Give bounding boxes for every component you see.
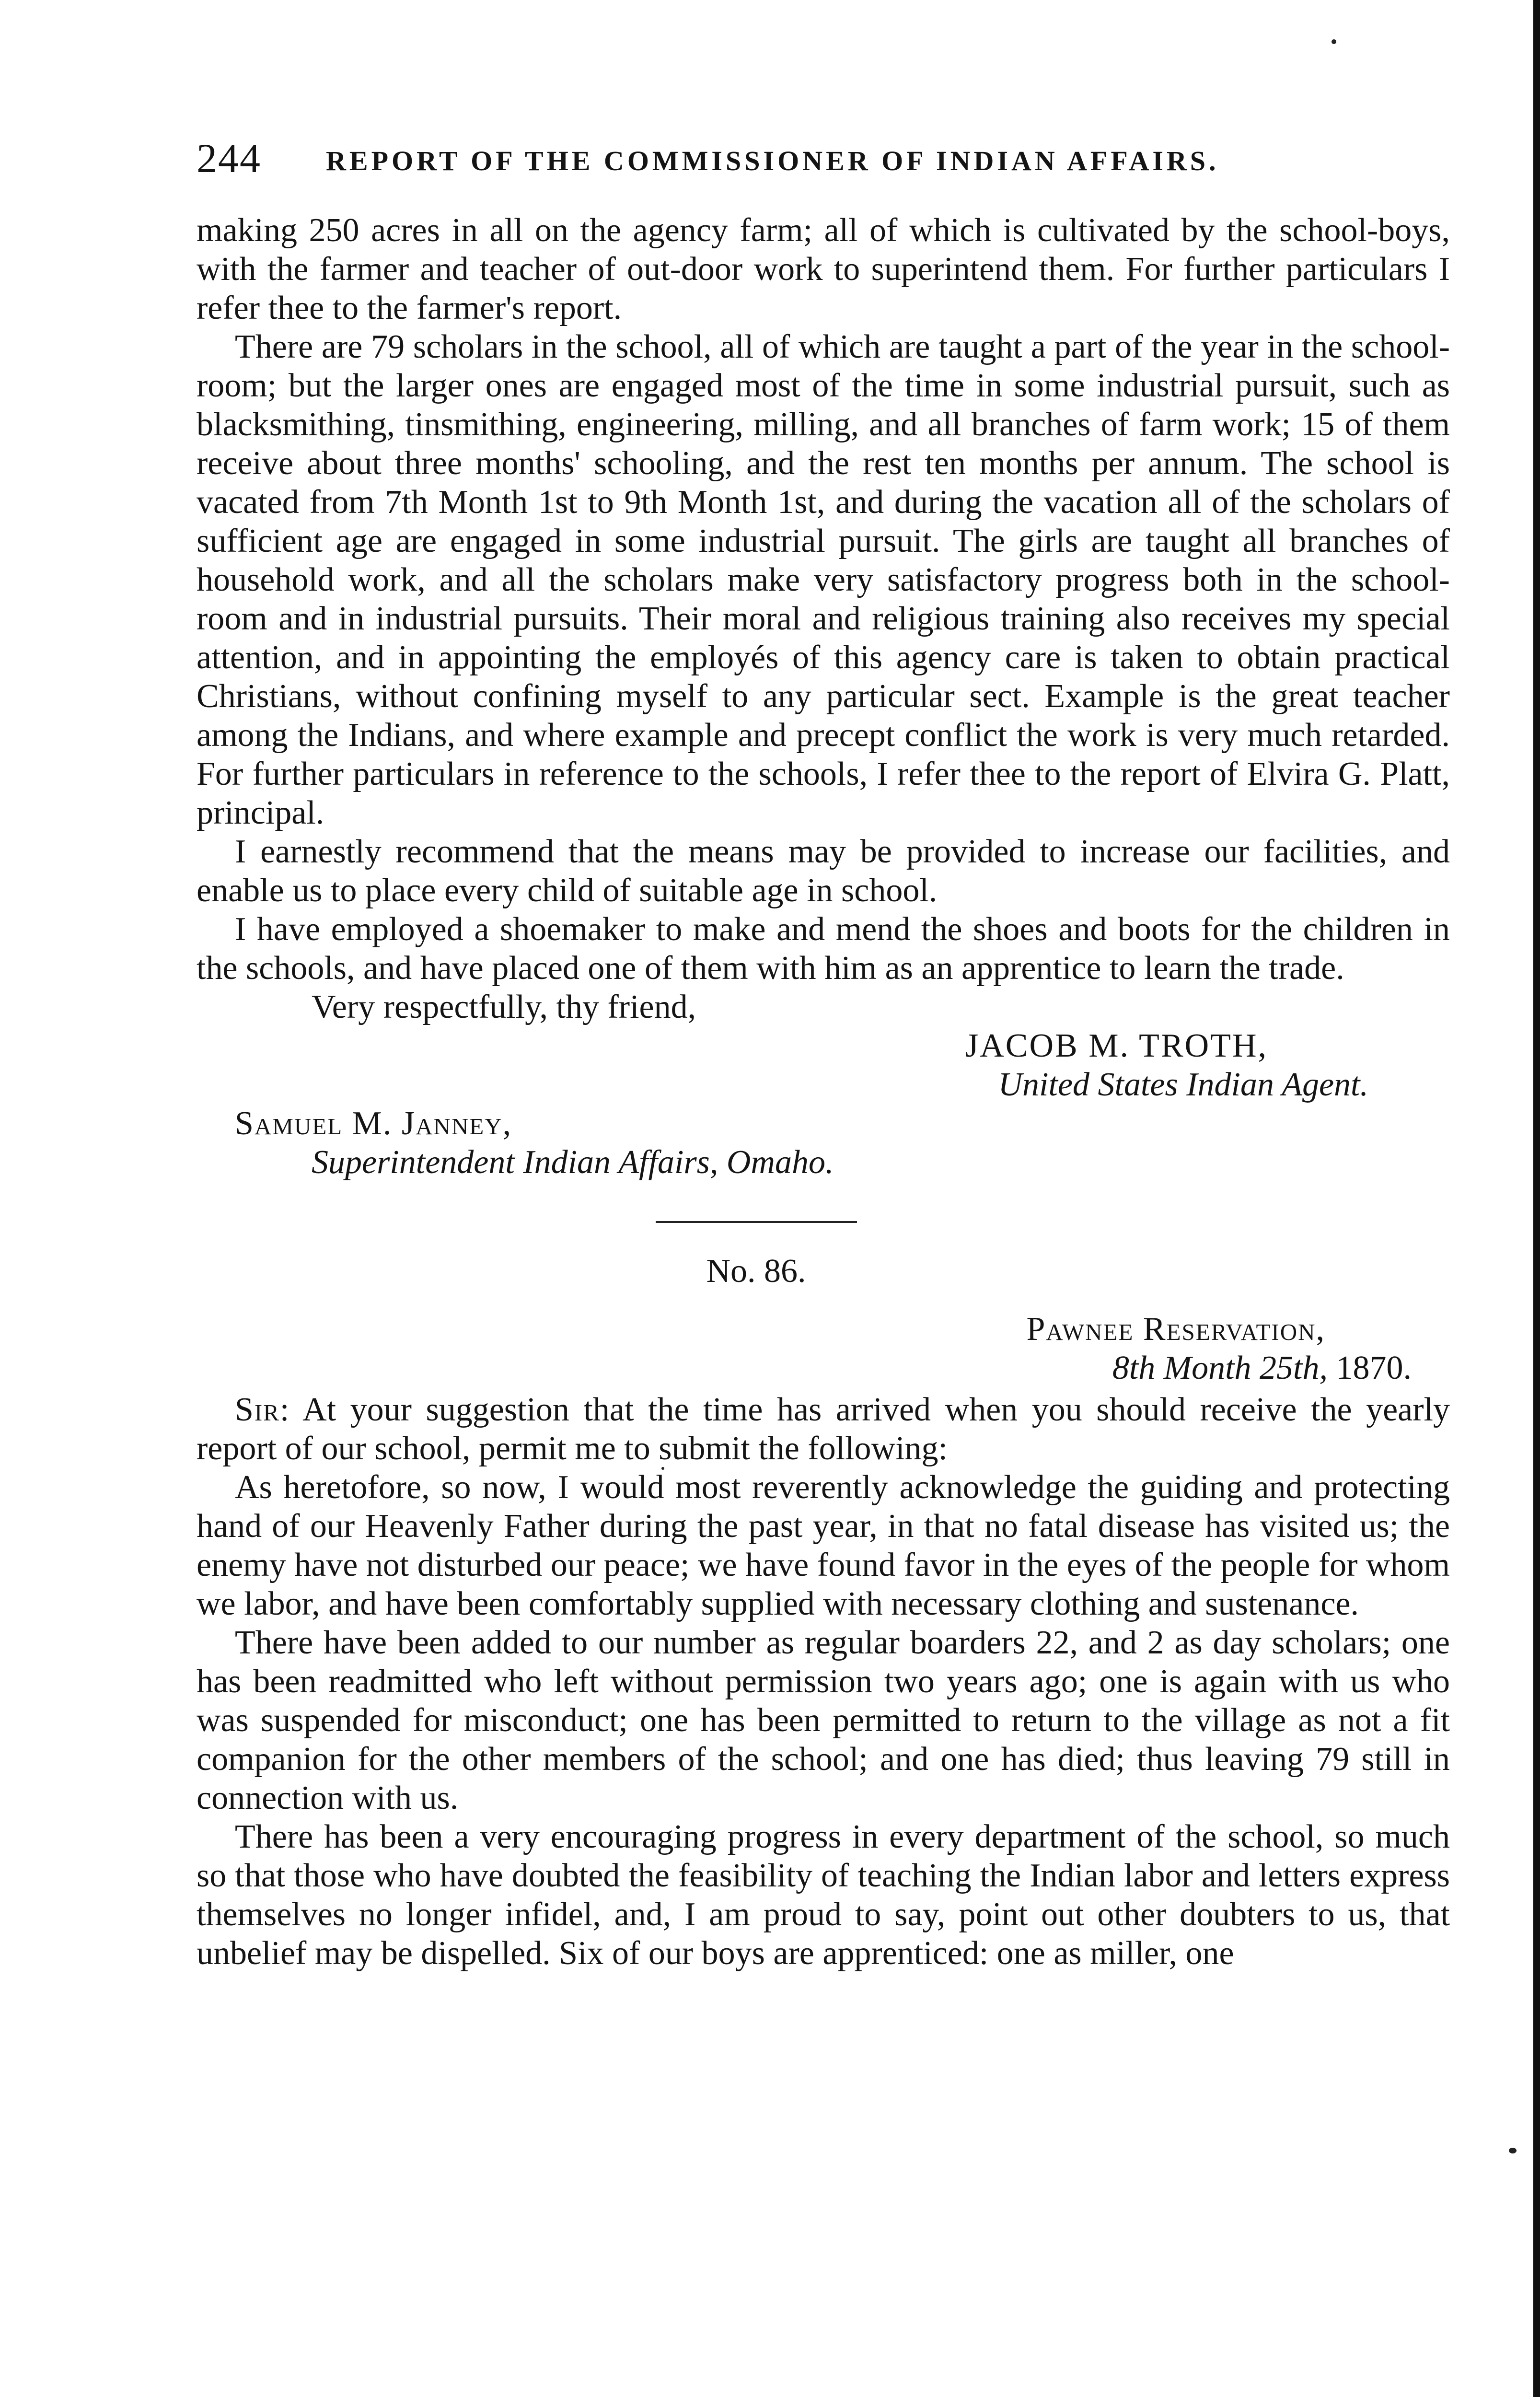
document-number: No. 86. <box>706 1253 806 1290</box>
paragraph: As heretofore, so now, I would most reverently acknowledge the guiding and protecting hand of our Heavenly Father during the past year, in that no fatal disease has visited us; the enemy have not disturbed our peace; we have found favor in the eyes of the people for whom we labor, and have been comfortably supplied with necessary clothing and sustenance. <box>197 1469 1450 1622</box>
letter-date-year: 1870. <box>1336 1350 1412 1386</box>
ink-speck <box>1332 39 1336 44</box>
paragraph: There has been a very encouraging progress in every department of the school, so much so that those who have doubted the feasibility of teaching the Indian labor and letters express themselves no longer infidel, and, I am proud to say, point out other doubters to us, that unbelief may be dispelled. Six of our boys are apprenticed: one as miller, one <box>197 1818 1450 1972</box>
salutation: Sir: <box>235 1391 290 1428</box>
signer-title: United States Indian Agent. <box>998 1066 1368 1103</box>
signer-name: JACOB M. TROTH, <box>965 1027 1268 1064</box>
running-head-title: REPORT OF THE COMMISSIONER OF INDIAN AFFAIRS. <box>326 145 1219 176</box>
paragraph: I earnestly recommend that the means may be provided to increase our facilities, and enable us to place every child of suitable age in school. <box>197 833 1450 909</box>
addressee-title: Superintendent Indian Affairs, Omaho. <box>312 1144 834 1181</box>
running-header <box>197 134 1347 187</box>
paragraph: There have been added to our number as regular boarders 22, and 2 as day scholars; one has been readmitted who left without permission two years ago; one is again with us who was suspended for misconduct; one has been permitted to return to the village as not a fit companion for the other members of the school; and one has died; thus leaving 79 still in connection with us. <box>197 1624 1450 1816</box>
page-body <box>197 211 1450 1973</box>
addressee-name: Samuel M. Janney, <box>235 1105 512 1142</box>
paragraph: making 250 acres in all on the agency farm; all of which is cultivated by the school-boys, with the farmer and teacher of out-door work to superintend them. For further particulars I refer thee to the farmer's report. <box>197 212 1450 326</box>
paragraph <box>197 1390 1450 1468</box>
letter-place: Pawnee Reservation, <box>1026 1311 1325 1348</box>
letter-closing: Very respectfully, thy friend, <box>312 989 696 1025</box>
letter-date <box>197 1349 1412 1387</box>
page-number: 244 <box>197 135 261 181</box>
paragraph: I have employed a shoemaker to make and mend the shoes and boots for the children in the schools, and have placed one of them with him as an apprentice to learn the trade. <box>197 911 1450 987</box>
letter-date-day: 8th Month 25th, <box>1112 1350 1328 1386</box>
paragraph: There are 79 scholars in the school, all of which are taught a part of the year in the school-room; but the larger ones are engaged most of the time in some industrial pursuit, such as blacksmithing, tinsmithing, engineering, milling, and all branches of farm work; 15 of them receive about three months' schooling, and the rest ten months per annum. The school is vacated from 7th Month 1st to 9th Month 1st, and during the vacation all of the scholars of sufficient age are engaged in some industrial pursuit. The girls are taught all branches of household work, and all the scholars make very satisfactory progress both in the school-room and in industrial pursuits. Their moral and religious training also receives my special attention, and in appointing the employés of this agency care is taken to obtain practical Christians, without confining myself to any particular sect. Example is the great teacher among the Indians, and where example and precept conflict the work is very much retarded. For further particulars in reference to the schools, I refer thee to the report of Elvira G. Platt, principal. <box>197 328 1450 831</box>
salutation-text: At your suggestion that the time has arrived when you should receive the yearly report of our school, permit me to submit the following: <box>197 1391 1450 1467</box>
section-divider <box>656 1221 857 1223</box>
ink-speck <box>1509 2148 1517 2153</box>
